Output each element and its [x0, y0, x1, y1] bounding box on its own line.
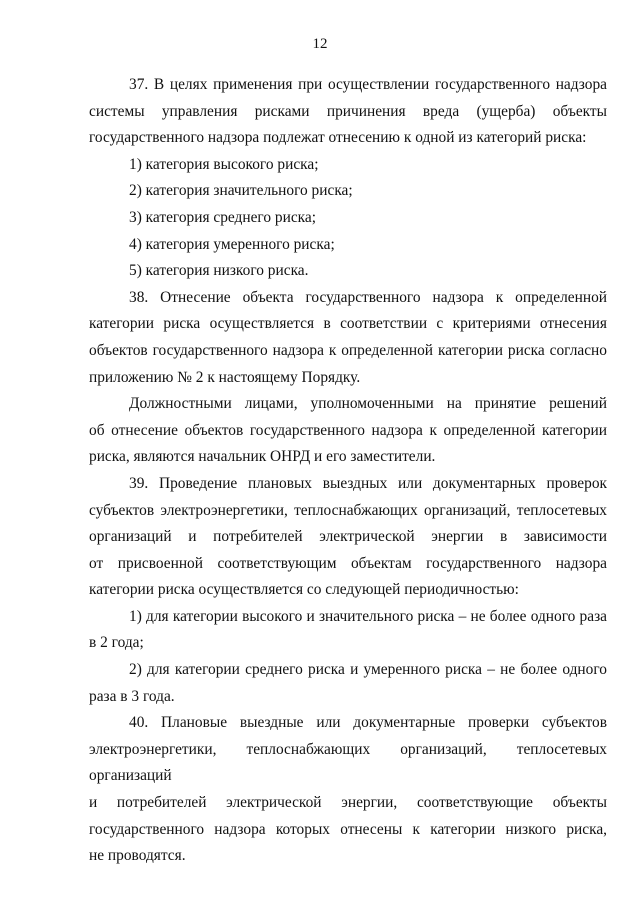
text-line: 39. Проведение плановых выездных или документарных проверок — [129, 474, 607, 492]
list-item: 1) для категории высокого и значительного риска – не более одного раза — [129, 607, 607, 625]
text-line: 37. В целях применения при осуществлении государственного надзора — [129, 76, 607, 93]
text-line: 38. Отнесение объекта государственного надзора к определенной — [129, 288, 607, 306]
list-item: 2) для категории среднего риска и умеренного риска – не более одного — [129, 661, 607, 679]
text-line: организаций и потребителей электрической энергии в зависимости — [89, 528, 607, 546]
list-item-continuation: раза в 3 года. — [89, 687, 175, 705]
paragraph-37 — [89, 72, 607, 285]
text-line: электроэнергетики, теплоснабжающих организаций, теплосетевых организаций — [89, 740, 607, 785]
text-line: риска, являются начальник ОНРД и его заместители. — [89, 448, 436, 466]
paragraph-38-officials — [89, 391, 607, 471]
text-line: не проводятся. — [89, 847, 186, 865]
text-line: от присвоенной соответствующим объектам государственного надзора — [89, 554, 607, 572]
text-line: государственного надзора которых отнесены к категории низкого риска, — [89, 820, 607, 838]
list-item: 4) категория умеренного риска; — [129, 235, 335, 253]
text-line: приложению № 2 к настоящему Порядку. — [89, 368, 361, 386]
text-line: категории риска осуществляется в соответствии с критериями отнесения — [89, 315, 607, 333]
list-item: 5) категория низкого риска. — [129, 262, 309, 280]
text-line: объектов государственного надзора к определенной категории риска согласно — [89, 341, 607, 359]
text-line: об отнесение объектов государственного надзора к определенной категории — [89, 421, 607, 439]
text-line: государственного надзора подлежат отнесению к одной из категорий риска: — [89, 129, 587, 147]
paragraph-38 — [89, 285, 607, 391]
text-line: системы управления рисками причинения вреда (ущерба) объекты — [89, 102, 607, 120]
paragraph-39 — [89, 471, 607, 710]
list-item-continuation: в 2 года; — [89, 634, 144, 652]
text-line: субъектов электроэнергетики, теплоснабжающих организаций, теплосетевых — [89, 501, 607, 519]
text-line: категории риска осуществляется со следующей периодичностью: — [89, 581, 519, 599]
text-line: Должностными лицами, уполномоченными на принятие решений — [129, 395, 607, 413]
list-item: 3) категория среднего риска; — [129, 208, 317, 226]
list-item: 1) категория высокого риска; — [129, 155, 319, 173]
document-body — [89, 72, 607, 870]
text-line: 40. Плановые выездные или документарные проверки субъектов — [129, 714, 607, 732]
paragraph-40 — [89, 710, 607, 870]
text-line: и потребителей электрической энергии, соответствующие объекты — [89, 794, 607, 812]
page-number: 12 — [312, 36, 328, 52]
list-item: 2) категория значительного риска; — [129, 182, 353, 200]
